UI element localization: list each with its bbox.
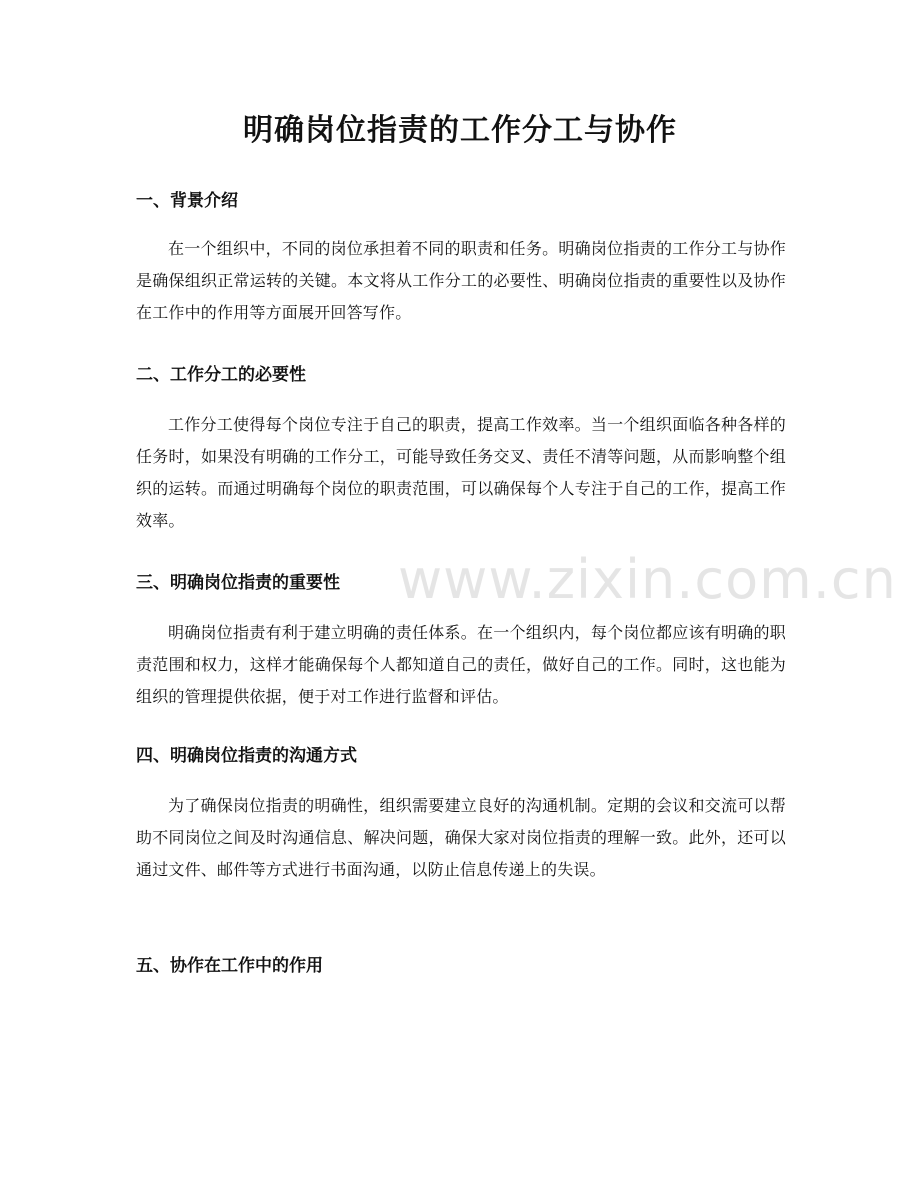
section-heading-background: 一、背景介绍 — [136, 191, 238, 211]
section-paragraph-importance: 明确岗位指责有利于建立明确的责任体系。在一个组织内，每个岗位都应该有明确的职责范围和权力，这样才能确保每个人都知道自己的责任，做好自己的工作。同时，这也能为组织的管理提供依据，便于对工作进行监督和评估。 — [136, 623, 786, 706]
section-heading-communication: 四、明确岗位指责的沟通方式 — [136, 746, 357, 766]
section-paragraph-communication: 为了确保岗位指责的明确性，组织需要建立良好的沟通机制。定期的会议和交流可以帮助不同岗位之间及时沟通信息、解决问题，确保大家对岗位指责的理解一致。此外，还可以通过文件、邮件等方式进行书面沟通，以防止信息传递上的失误。 — [136, 796, 786, 879]
section-heading-collaboration: 五、协作在工作中的作用 — [136, 956, 323, 976]
section-heading-importance: 三、明确岗位指责的重要性 — [136, 573, 340, 593]
watermark: www.zixin.com.cn — [398, 548, 897, 611]
section-heading-necessity: 二、工作分工的必要性 — [136, 365, 306, 385]
document-title: 明确岗位指责的工作分工与协作 — [243, 113, 677, 148]
section-paragraph-necessity: 工作分工使得每个岗位专注于自己的职责，提高工作效率。当一个组织面临各种各样的任务时，如果没有明确的工作分工，可能导致任务交叉、责任不清等问题，从而影响整个组织的运转。而通过明确每个岗位的职责范围，可以确保每个人专注于自己的工作，提高工作效率。 — [136, 415, 786, 530]
section-paragraph-background: 在一个组织中，不同的岗位承担着不同的职责和任务。明确岗位指责的工作分工与协作是确保组织正常运转的关键。本文将从工作分工的必要性、明确岗位指责的重要性以及协作在工作中的作用等方面展开回答写作。 — [136, 239, 786, 322]
